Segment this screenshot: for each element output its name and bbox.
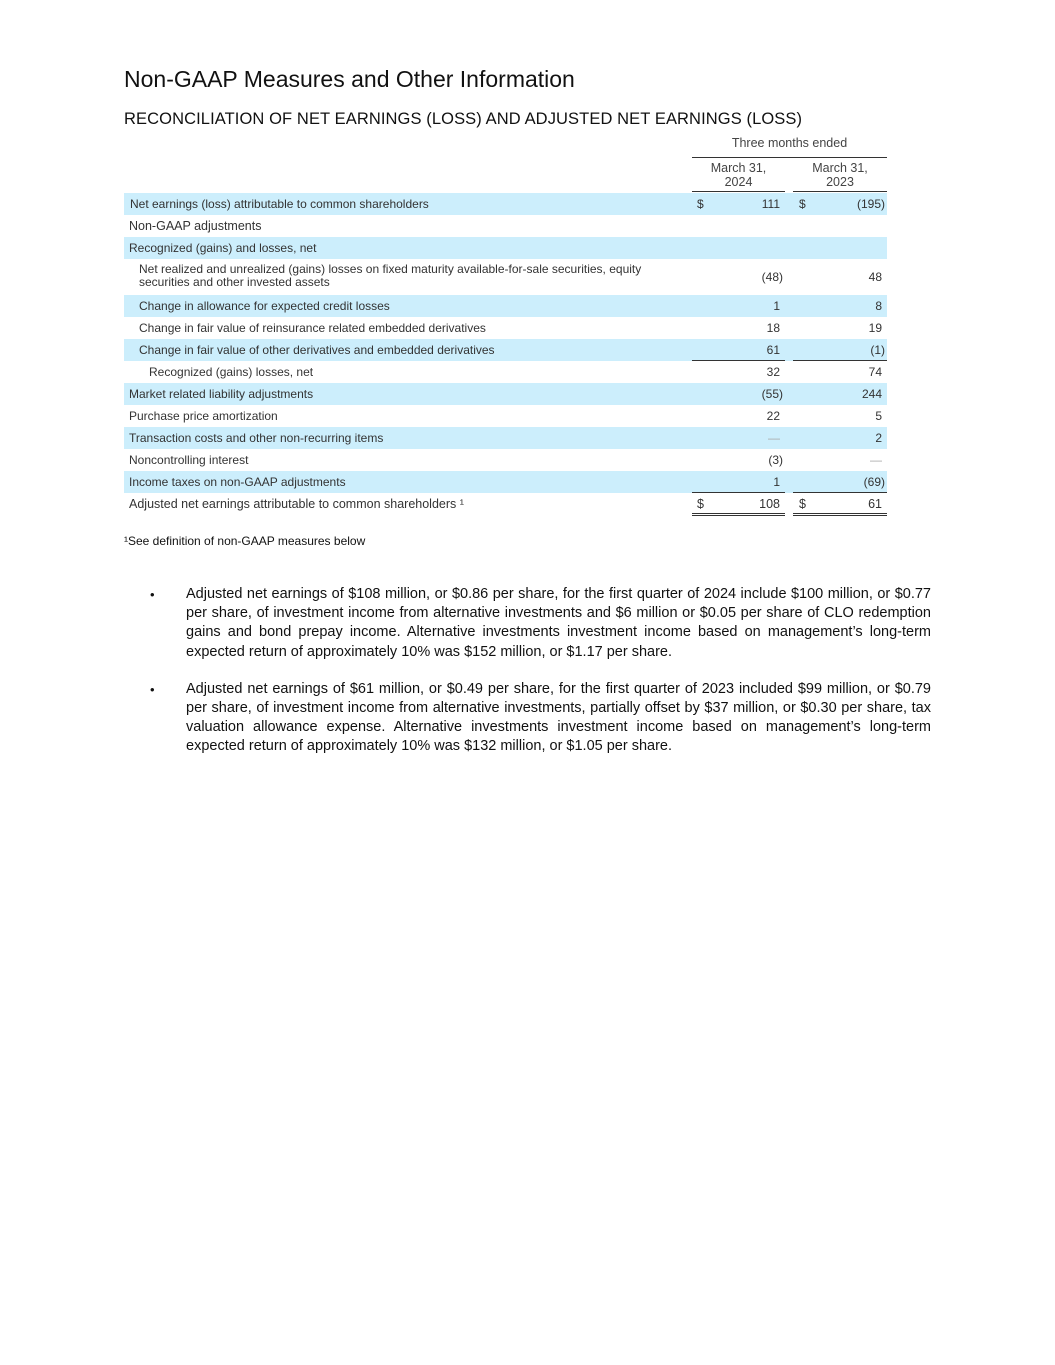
- table-row: [124, 383, 887, 405]
- list-item: [150, 585, 931, 662]
- table-row: [124, 427, 887, 449]
- value-text: 74: [868, 365, 882, 379]
- row-label: Income taxes on non-GAAP adjustments: [129, 475, 346, 489]
- column-header-2024-text: March 31, 2024: [710, 161, 767, 189]
- table-row: [124, 493, 887, 515]
- value-2023: [793, 471, 887, 493]
- row-label: Non-GAAP adjustments: [129, 219, 262, 233]
- column-group-header: Three months ended: [692, 133, 887, 158]
- table-row: [124, 317, 887, 339]
- table-row: [124, 405, 887, 427]
- value-text: (195): [856, 197, 885, 211]
- value-text: (3): [768, 453, 783, 467]
- value-text: 61: [766, 343, 780, 357]
- value-text: 48: [868, 270, 882, 284]
- footnote: ¹See definition of non-GAAP measures below: [124, 534, 366, 548]
- bullet-marker: •: [150, 681, 155, 697]
- value-2023: [793, 493, 887, 516]
- row-label: Change in allowance for expected credit losses: [139, 299, 390, 313]
- value-text: 19: [868, 321, 882, 335]
- table-row: [124, 295, 887, 317]
- table-row: [124, 339, 887, 361]
- table-row: [124, 237, 887, 259]
- bullet-text: Adjusted net earnings of $108 million, or $0.86 per share, for the first quarter of 2024 include $100 million, or $0.77 per share, of investment income from alternative investments and $6 million or $0.05 per share of CLO redemption gains and bond prepay income. Alternative investments investment income based on management’s long-term expected return of approximately 10% was $152 million, or $1.17 per share.: [186, 586, 931, 660]
- column-header-2023-text: March 31, 2023: [812, 161, 868, 189]
- value-text: —: [870, 453, 882, 467]
- table-row: [124, 215, 887, 237]
- row-label: Transaction costs and other non-recurring items: [129, 431, 384, 445]
- value-text: 1: [773, 475, 780, 489]
- row-label: Net earnings (loss) attributable to common shareholders: [130, 197, 429, 211]
- value-text: 22: [766, 409, 780, 423]
- value-text: 61: [868, 497, 882, 511]
- value-text: (69): [863, 475, 885, 489]
- currency-symbol: $: [799, 497, 806, 511]
- value-2024: [692, 493, 785, 516]
- row-label: Purchase price amortization: [129, 409, 278, 423]
- row-label: Net realized and unrealized (gains) losses on fixed maturity available-for-sale securities, equity securities and other invested assets: [139, 262, 642, 289]
- value-text: 108: [759, 497, 780, 511]
- value-text: 244: [861, 387, 882, 401]
- value-text: —: [768, 431, 780, 445]
- value-2023: [793, 339, 887, 361]
- column-header-2024: [692, 160, 785, 192]
- row-label: Recognized (gains) losses, net: [149, 365, 314, 379]
- row-label: Adjusted net earnings attributable to common shareholders ¹: [129, 497, 464, 511]
- value-text: 18: [766, 321, 780, 335]
- value-text: 1: [773, 299, 780, 313]
- row-label: Noncontrolling interest: [129, 453, 249, 467]
- value-text: 111: [761, 197, 780, 211]
- value-2024: [692, 471, 785, 493]
- table-row: [124, 471, 887, 493]
- bullet-text: Adjusted net earnings of $61 million, or $0.49 per share, for the first quarter of 2023 included $99 million, or $0.79 per share, of investment income from alternative investments, partially offset by $37 million, or $0.30 per share, tax valuation allowance expense. Alternative investments investment income based on management’s long-term expected return of approximately 10% was $132 million, or $1.05 per share.: [186, 680, 931, 755]
- currency-symbol: $: [799, 197, 806, 211]
- value-text: 8: [875, 299, 882, 313]
- value-text: (1): [870, 343, 885, 357]
- table-row: [124, 361, 887, 383]
- row-label: Change in fair value of reinsurance related embedded derivatives: [139, 321, 486, 335]
- table-row: [124, 259, 887, 295]
- row-label: Change in fair value of other derivatives and embedded derivatives: [139, 343, 495, 357]
- currency-symbol: $: [697, 197, 704, 211]
- bullet-list: [150, 585, 931, 775]
- column-header-2023: [793, 160, 887, 192]
- value-text: 2: [875, 431, 882, 445]
- value-2024: [692, 339, 785, 361]
- row-label: Recognized (gains) and losses, net: [129, 241, 317, 255]
- value-text: (55): [761, 387, 783, 401]
- value-text: (48): [761, 270, 783, 284]
- currency-symbol: $: [697, 497, 704, 511]
- list-item: [150, 680, 931, 757]
- page-title: Non-GAAP Measures and Other Information: [124, 66, 575, 92]
- bullet-marker: •: [150, 587, 155, 602]
- table-row: [124, 193, 887, 215]
- section-title: RECONCILIATION OF NET EARNINGS (LOSS) AND ADJUSTED NET EARNINGS (LOSS): [124, 110, 803, 128]
- table-row: [124, 449, 887, 471]
- value-text: 32: [766, 365, 780, 379]
- row-label: Market related liability adjustments: [129, 387, 314, 401]
- value-text: 5: [875, 409, 882, 423]
